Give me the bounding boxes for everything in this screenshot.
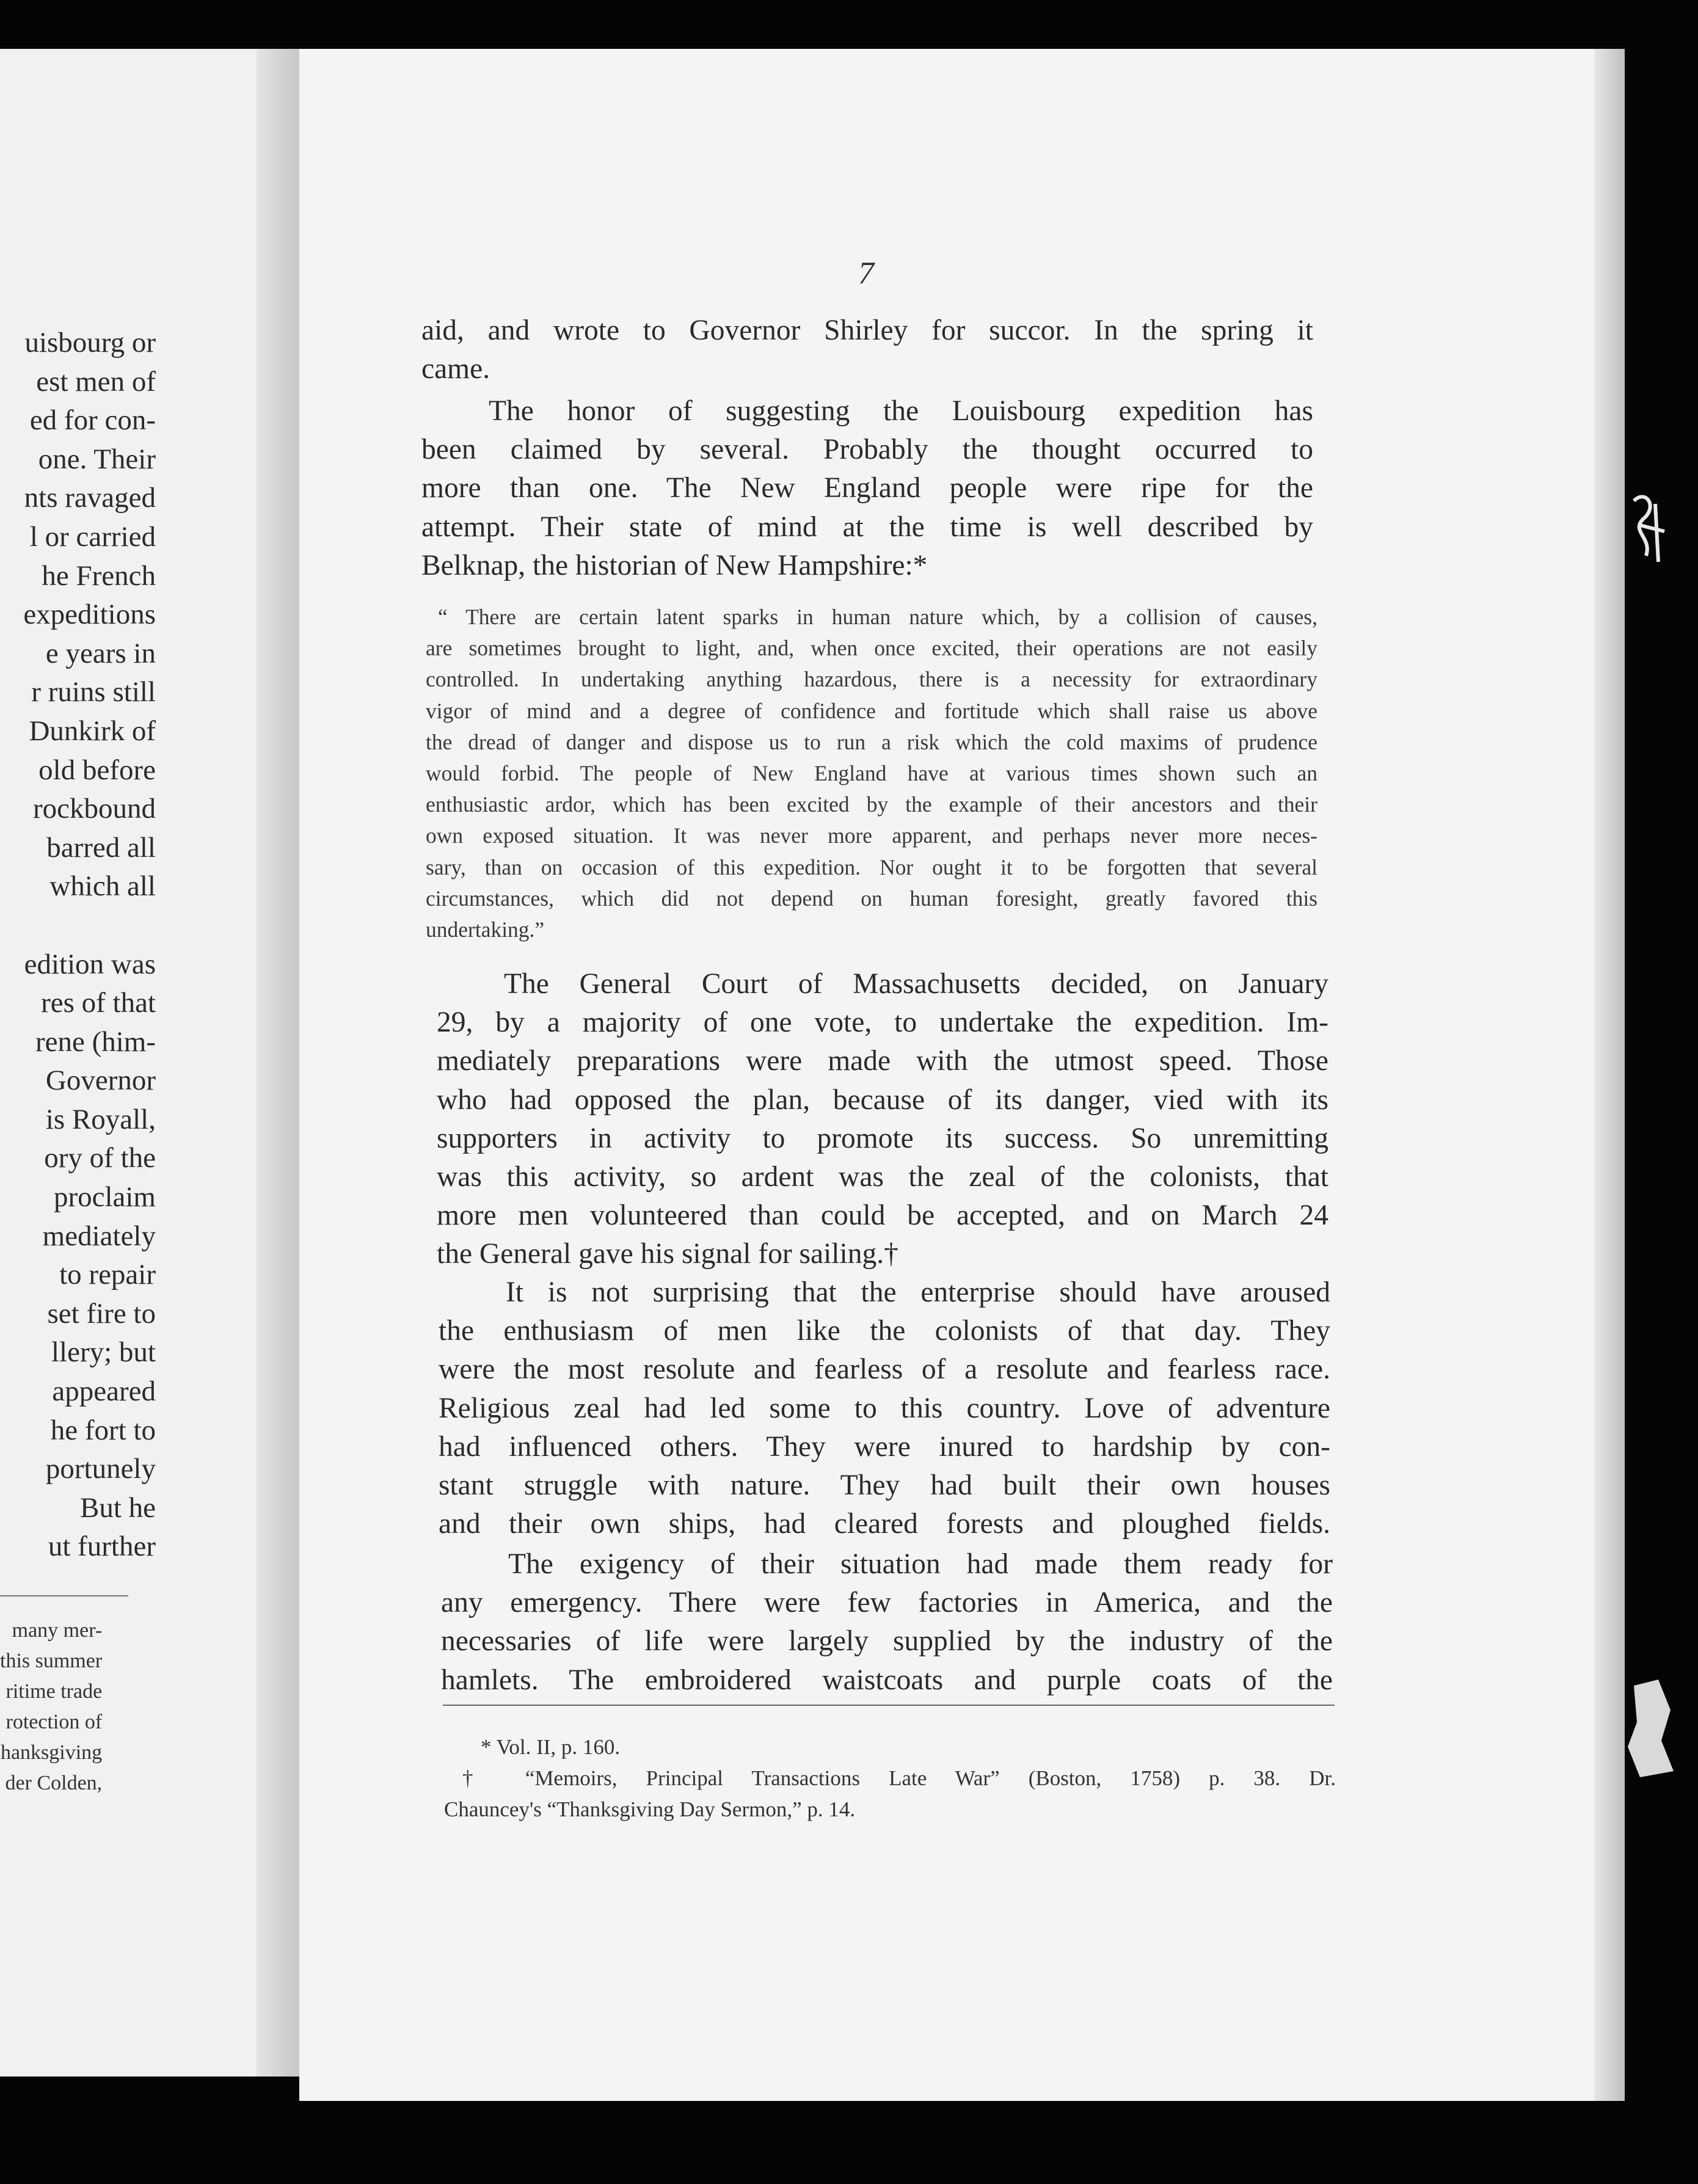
- footnote-rule: [443, 1705, 1335, 1706]
- quote-line: controlled. In undertaking anything hazardous, there is a necessity for extraordinary: [426, 667, 1317, 692]
- quote-line: undertaking.”: [426, 917, 545, 942]
- left-text-line: portunely: [45, 1453, 156, 1485]
- left-text-line: e years in: [45, 637, 156, 669]
- left-text-line: l or carried: [29, 520, 156, 553]
- text-line: been claimed by several. Probably the thought occurred to: [421, 434, 1313, 466]
- text-line: Belknap, the historian of New Hampshire:*: [421, 549, 928, 581]
- left-note-line: this summer: [0, 1650, 103, 1672]
- paragraph-3: [437, 965, 1328, 1274]
- left-text-line: uisbourg or: [24, 327, 156, 359]
- text-line: The General Court of Massachusetts decided, on January: [504, 968, 1328, 1000]
- text-line: Religious zeal had led some to this country. Love of adventure: [439, 1392, 1330, 1424]
- text-line: any emergency. There were few factories in America, and the: [441, 1587, 1333, 1619]
- left-text-line: barred all: [46, 831, 156, 864]
- text-line: and their own ships, had cleared forests and ploughed fields.: [439, 1508, 1330, 1540]
- left-text-line: rene (him-: [35, 1025, 156, 1058]
- text-line: came.: [421, 353, 490, 385]
- paragraph-1: [421, 311, 1313, 388]
- page-edge: [1594, 49, 1625, 2101]
- text-line: The exigency of their situation had made them ready for: [508, 1548, 1333, 1580]
- left-text-line: llery; but: [51, 1336, 156, 1369]
- left-text-line: is Royall,: [45, 1103, 156, 1135]
- paragraph-5: [441, 1545, 1333, 1700]
- quote-line: own exposed situation. It was never more apparent, and perhaps never more neces-: [426, 823, 1317, 848]
- text-line: attempt. Their state of mind at the time is well described by: [421, 511, 1313, 543]
- left-text-line: r ruins still: [31, 676, 156, 708]
- left-note-line: many mer-: [12, 1619, 103, 1642]
- quote-line: circumstances, which did not depend on human foresight, greatly favored this: [426, 886, 1317, 911]
- text-line: The honor of suggesting the Louisbourg expedition has: [489, 395, 1313, 427]
- left-text-line: [0, 906, 156, 945]
- text-line: was this activity, so ardent was the zeal of the colonists, that: [437, 1161, 1328, 1193]
- left-text-line: ed for con-: [29, 404, 156, 437]
- left-footnote-rule: [0, 1595, 128, 1596]
- left-text-line: to repair: [59, 1259, 156, 1291]
- text-line: more than one. The New England people were ripe for the: [421, 472, 1313, 504]
- quote-line: are sometimes brought to light, and, when once excited, their operations are not easily: [426, 636, 1317, 661]
- quote-line: sary, than on occasion of this expedition. Nor ought it to be forgotten that several: [426, 854, 1317, 879]
- footnotes: [444, 1731, 1336, 1825]
- text-line: supporters in activity to promote its success. So unremitting: [437, 1122, 1328, 1154]
- footnote-line: † “Memoirs, Principal Transactions Late War” (Boston, 1758) p. 38. Dr.: [462, 1766, 1336, 1790]
- footnote-line: Chauncey's “Thanksgiving Day Sermon,” p. 14.: [444, 1797, 856, 1821]
- block-quote: [426, 602, 1317, 945]
- text-line: had influenced others. They were inured to hardship by con-: [439, 1430, 1330, 1463]
- left-text-line: est men of: [36, 365, 156, 398]
- footnote-line: * Vol. II, p. 160.: [481, 1735, 621, 1759]
- text-line: hamlets. The embroidered waistcoats and purple coats of the: [441, 1664, 1333, 1696]
- text-line: It is not surprising that the enterprise should have aroused: [506, 1276, 1330, 1308]
- left-note-line: rotection of: [5, 1711, 103, 1733]
- text-line: aid, and wrote to Governor Shirley for succor. In the spring it: [421, 315, 1313, 346]
- left-text-line: edition was: [24, 948, 156, 980]
- left-text-line: he fort to: [50, 1414, 156, 1446]
- left-text-line: appeared: [52, 1375, 156, 1408]
- left-text-line: one. Their: [38, 443, 156, 475]
- text-line: the enthusiasm of men like the colonists of that day. They: [439, 1315, 1330, 1347]
- left-text-line: which all: [49, 870, 156, 903]
- text-line: necessaries of life were largely supplied by the industry of the: [441, 1625, 1333, 1658]
- left-text-line: Governor: [45, 1065, 156, 1097]
- text-line: mediately preparations were made with the utmost speed. Those: [437, 1045, 1328, 1077]
- left-note-line: der Colden,: [5, 1772, 103, 1794]
- left-text-line: nts ravaged: [24, 482, 156, 514]
- left-text-line: mediately: [42, 1220, 156, 1252]
- quote-line: enthusiastic ardor, which has been excited by the example of their ancestors and their: [426, 792, 1317, 817]
- paragraph-4: [439, 1273, 1330, 1543]
- paper-damage-mark: [1616, 1673, 1683, 1783]
- text-line: were the most resolute and fearless of a resolute and fearless race.: [439, 1353, 1330, 1386]
- stamp-mark-icon: [1622, 489, 1677, 574]
- text-line: stant struggle with nature. They had built their own houses: [439, 1469, 1330, 1502]
- text-line: more men volunteered than could be accepted, and on March 24: [437, 1199, 1328, 1232]
- left-text-line: Dunkirk of: [29, 715, 156, 747]
- left-text-line: old before: [38, 754, 156, 786]
- left-page-text: [0, 324, 156, 1567]
- quote-line: the dread of danger and dispose us to run a risk which the cold maxims of prudence: [426, 729, 1317, 754]
- paragraph-2: [421, 392, 1313, 585]
- text-line: the General gave his signal for sailing.†: [437, 1238, 898, 1270]
- left-text-line: ory of the: [44, 1142, 156, 1174]
- left-note-line: hanksgiving: [0, 1741, 103, 1764]
- left-page-footnotes: [0, 1615, 102, 1799]
- quote-line: “ There are certain latent sparks in human nature which, by a collision of causes,: [438, 605, 1317, 629]
- quote-line: vigor of mind and a degree of confidence and fortitude which shall raise us above: [426, 698, 1317, 723]
- quote-line: would forbid. The people of New England have at various times shown such an: [426, 761, 1317, 786]
- left-text-line: set fire to: [47, 1297, 156, 1330]
- left-text-line: proclaim: [53, 1181, 156, 1214]
- left-text-line: ut further: [48, 1531, 156, 1563]
- text-line: who had opposed the plan, because of its danger, vied with its: [437, 1083, 1328, 1116]
- left-text-line: expeditions: [23, 599, 156, 631]
- left-text-line: he French: [42, 559, 156, 592]
- left-text-line: But he: [79, 1491, 156, 1524]
- left-text-line: rockbound: [32, 793, 156, 825]
- left-note-line: ritime trade: [5, 1680, 103, 1703]
- left-text-line: res of that: [41, 987, 156, 1019]
- text-line: 29, by a majority of one vote, to undertake the expedition. Im-: [437, 1006, 1328, 1039]
- page-number: 7: [858, 256, 874, 291]
